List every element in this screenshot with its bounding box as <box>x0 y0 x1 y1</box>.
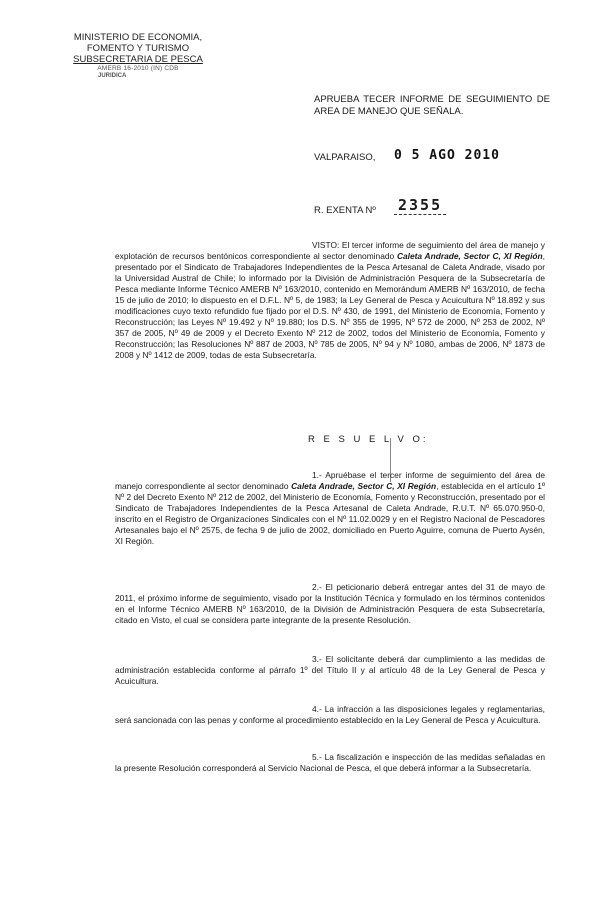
letterhead-reference: AMERB 16-2010 (IN) CDB <box>97 65 179 72</box>
exenta-number: 2355 <box>394 196 446 215</box>
letterhead-line-ministry: MINISTERIO DE ECONOMIA, <box>73 32 203 43</box>
item-2-paragraph <box>115 582 545 626</box>
letterhead-line-fomento: FOMENTO Y TURISMO <box>86 43 190 54</box>
visto-intro: VISTO: El tercer informe de seguimiento del área de manejo y explotación de recursos bentónicos correspondiente al sector denominado <box>115 240 545 262</box>
item-1-rest: , establecida en el artículo 1º Nº 2 del Decreto Exento Nº 212 de 2002, del Ministerio de Economía, Fomento y Reconstrucción, presentado por el Sindicato de Trabajadores Independientes de la Pesca Artesanal de Caleta Andrade, R.U.T. Nº 65.070.950-0, inscrito en el Registro de Organizaciones Sindicales con el Nº 11.02.0029 y en el Registro Nacional de Pescadores Artesanales bajo el Nº 2575, de fecha 9 de julio de 2002, domiciliado en Puerto Aguirre, comuna de Puerto Aysén, XI Región. <box>115 481 545 547</box>
item-3-paragraph <box>115 654 545 687</box>
exenta-label: R. EXENTA Nº <box>314 205 376 216</box>
visto-sector: Caleta Andrade, Sector C, XI Región <box>396 251 543 262</box>
item-5-text: 5.- La fiscalización e inspección de las medidas señaladas en la presente Resolución corresponderá al Servicio Nacional de Pesca, el que deberá informar a la Subsecretaría. <box>115 752 545 774</box>
date-stamp: 0 5 AGO 2010 <box>394 148 500 163</box>
letterhead-juridica: JURIDICA <box>98 73 127 79</box>
item-5-paragraph <box>115 752 545 774</box>
item-1-paragraph <box>115 470 545 547</box>
letterhead-line-subsecretaria: SUBSECRETARIA DE PESCA <box>73 54 203 65</box>
item-4-paragraph <box>115 704 545 726</box>
date-place: VALPARAISO, <box>314 152 376 163</box>
letterhead <box>58 32 218 80</box>
item-1-intro: 1.- Apruébase el tercer informe de seguimiento del área de manejo correspondiente al sector denominado <box>115 470 545 492</box>
item-2-text: 2.- El peticionario deberá entregar antes del 31 de mayo de 2011, el próximo informe de seguimiento, visado por la Institución Técnica y formulado en los términos contenidos en el Informe Técnico AMERB Nº 163/2010, de la División de Administración Pesquera de esta Subsecretaría, citado en Visto, el cual se considera parte integrante de la presente Resolución. <box>115 582 545 626</box>
item-1-sector: Caleta Andrade, Sector C, XI Región <box>291 481 437 492</box>
item-4-text: 4.- La infracción a las disposiciones legales y reglamentarias, será sancionada con las penas y conforme al procedimiento establecido en la Ley General de Pesca y Acuicultura. <box>115 704 545 726</box>
item-3-text: 3.- El solicitante deberá dar cumplimiento a las medidas de administración establecida conforme al párrafo 1º del Título II y al artículo 48 de la Ley General de Pesca y Acuicultura. <box>115 654 545 687</box>
resuelvo-heading: R E S U E L V O: <box>308 434 429 445</box>
visto-paragraph <box>115 240 545 362</box>
visto-rest: , presentado por el Sindicato de Trabajadores Independientes de la Pesca Artesanal de Caleta Andrade, visado por la Universidad Austral de Chile; lo informado por la División de Administración Pesquera de la Subsecretaría de Pesca mediante Informe Técnico AMERB Nº 163/2010, contenido en Memorándum AMERB Nº 163/2010, de fecha 15 de julio de 2010; lo dispuesto en el D.F.L. Nº 5, de 1983; la Ley General de Pesca y Acuicultura Nº 18.892 y sus modificaciones cuyo texto refundido fue fijado por el D.S. Nº 430, de 1991, del Ministerio de Economía, Fomento y Reconstrucción; las Leyes Nº 19.492 y Nº 19.880; los D.S. Nº 355 de 1995, Nº 572 de 2000, Nº 253 de 2002, Nº 357 de 2005, Nº 49 de 2009 y el Decreto Exento Nº 212 de 2002, todos del Ministerio de Economía, Fomento y Reconstrucción; las Resoluciones Nº 887 de 2003, Nº 785 de 2005, Nº 94 y Nº 1080, ambas de 2006, Nº 1873 de 2008 y Nº 1412 de 2009, todas de esta Subsecretaría. <box>115 251 545 361</box>
document-title: APRUEBA TECER INFORME DE SEGUIMIENTO DE AREA DE MANEJO QUE SEÑALA. <box>314 94 550 117</box>
